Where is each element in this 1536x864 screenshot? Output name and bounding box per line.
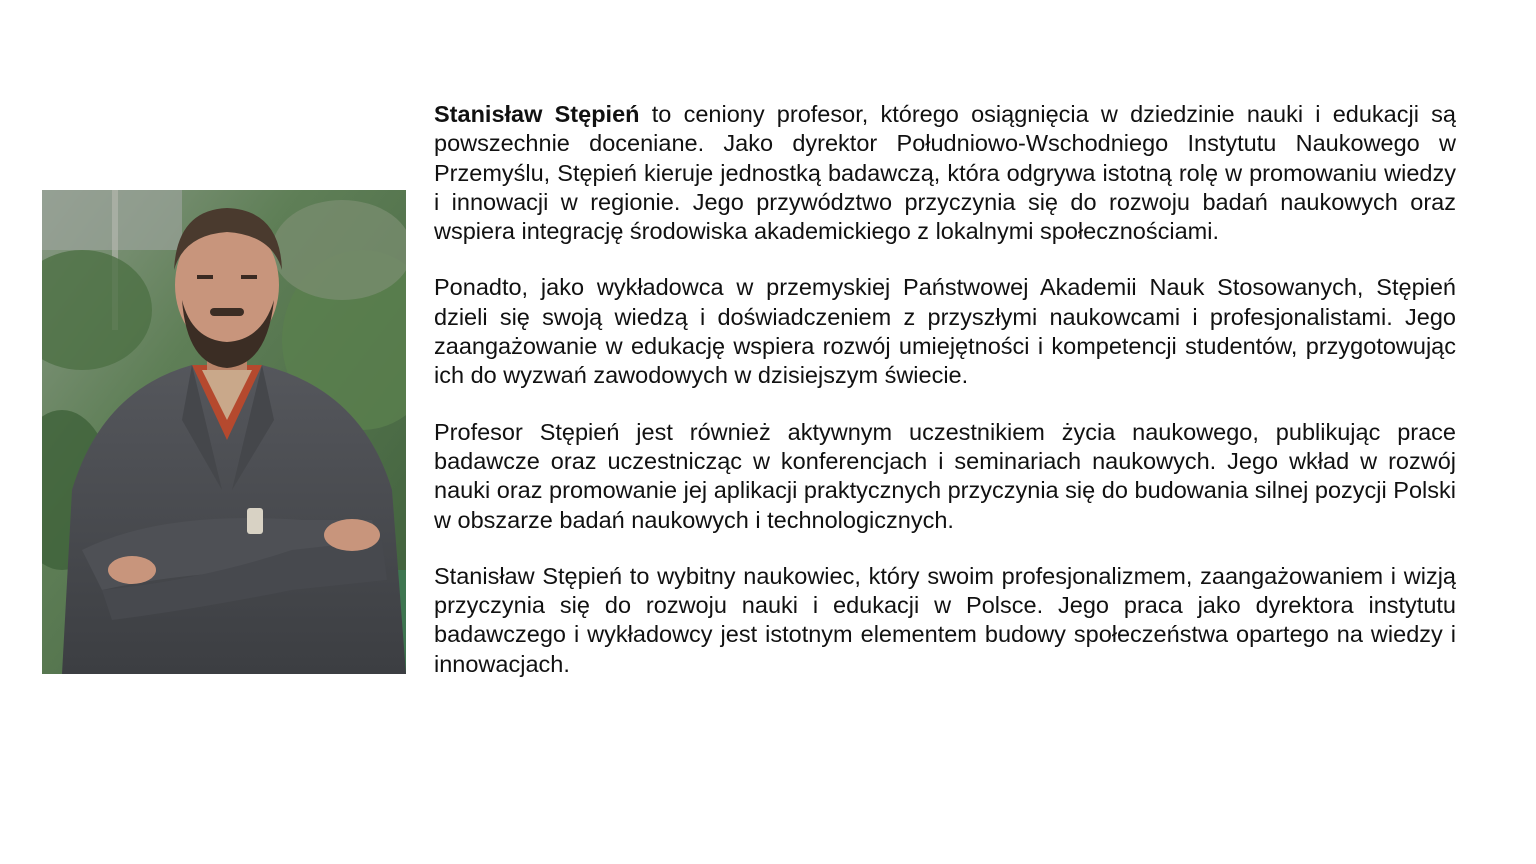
bio-paragraph-2: Ponadto, jako wykładowca w przemyskiej Państwowej Akademii Nauk Stosowanych, Stępień dzieli się swoją wiedzą i doświadczeniem z przyszłymi naukowcami i profesjonalistami. Jego zaangażowanie w edukację wspiera rozwój umiejętności i kompetencji studentów, przygotowując ich do wyzwań zawodowych w dzisiejszym świecie. [434,274,1456,389]
bio-paragraph-3: Profesor Stępień jest również aktywnym uczestnikiem życia naukowego, publikując prace badawcze oraz uczestnicząc w konferencjach i seminariach naukowych. Jego wkład w rozwój nauki oraz promowanie jej aplikacji praktycznych przyczynia się do budowania silnej pozycji Polski w obszarze badań naukowych i technologicznych. [434,418,1456,533]
bio-paragraph-1 [434,100,1456,246]
person-name-bold: Stanisław Stępień [434,101,640,127]
bio-paragraph-1-body: to ceniony profesor, którego osiągnięcia w dziedzinie nauki i edukacji są powszechnie doceniane. Jako dyrektor Południowo-Wschodniego Instytutu Naukowego w Przemyślu, Stępień kieruje jednostką badawczą, która odgrywa istotną rolę w promowaniu wiedzy i innowacji w regionie. Jego przywództwo przyczynia się do rozwoju badań naukowych oraz wspiera integrację środowiska akademickiego z lokalnymi społecznościami. [434,101,1456,245]
portrait-illustration [42,190,406,674]
portrait-photo [42,190,406,674]
biography-text [434,100,1456,679]
bio-paragraph-4: Stanisław Stępień to wybitny naukowiec, który swoim profesjonalizmem, zaangażowaniem i wizją przyczynia się do rozwoju nauki i edukacji w Polsce. Jego praca jako dyrektora instytutu badawczego i wykładowcy jest istotnym elementem budowy społeczeństwa opartego na wiedzy i innowacjach. [434,562,1456,677]
